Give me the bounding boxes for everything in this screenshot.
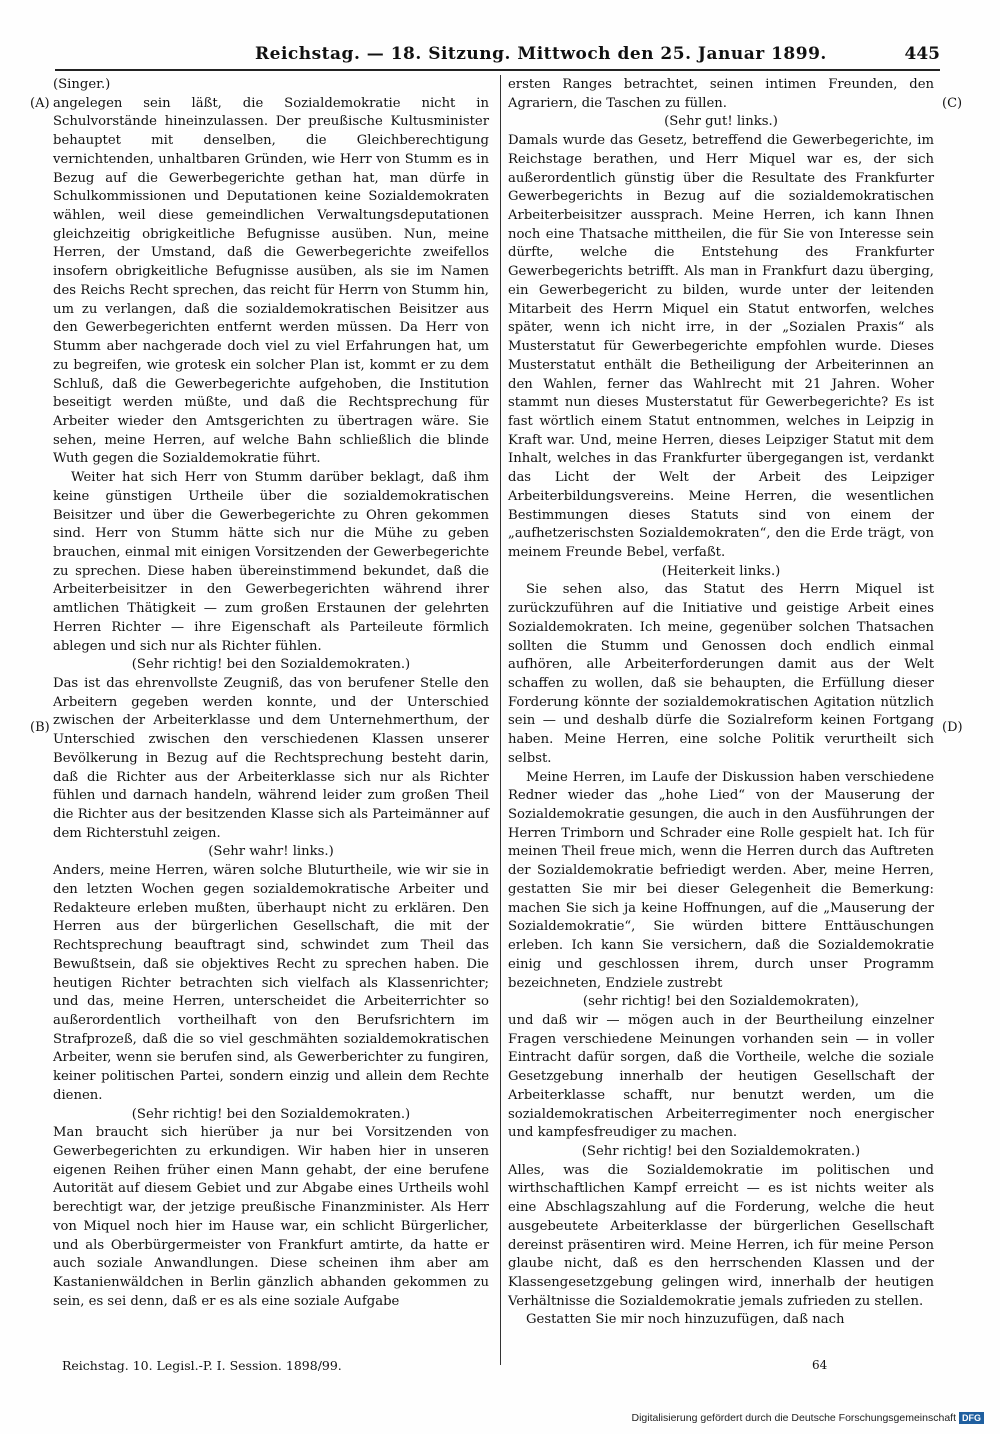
digitization-credit <box>631 1412 984 1424</box>
paragraph: Weiter hat sich Herr von Stumm darüber beklagt, daß ihm keine günstigen Urtheile über die sozialdemokratischen Beisitzer und über die Gewerbegerichte zu Ohren gekommen sind. Herr von Stumm hätte sich nur die Mühe zu geben brauchen, einmal mit einigen Vorsitzenden der Gewerbegerichte zu sprechen. Diese haben übereinstimmend bekundet, daß die Arbeiterbeisitzer in den Gewerbegerichten während ihrer amtlichen Thätigkeit — zum großen Erstaunen der gelehrten Herren Richter — ihre Eigenschaft als Parteileute förmlich ablegen und sich nur als Richter fühlen. <box>53 470 489 654</box>
margin-mark-d: (D) <box>942 720 963 735</box>
paragraph: Anders, meine Herren, wären solche Bluturtheile, wie wir sie in den letzten Wochen gegen sozialdemokratische Arbeiter und Redakteure erleben mußten, überhaupt nicht zu erklären. Den Herren aus der bürgerlichen Gesellschaft, die mit der Rechtsprechung beauftragt sind, schwindet zum Theil das Bewußtsein, daß sie objektives Recht zu sprechen haben. Die heutigen Richter betrachten sich vielfach als Klassenrichter; und das, meine Herren, unterscheidet die Arbeiterrichter so außerordentlich vortheilhaft von den Berufsrichtern im Strafprozeß, daß die so viel geschmähten sozialdemokratischen Arbeiter, wenn sie berufen sind, als Gewerberichter zu fungiren, keiner politischen Partei, sondern einzig und allein dem Rechte dienen. <box>53 863 489 1103</box>
paragraph: ersten Ranges betrachtet, seinen intimen Freunden, den Agrariern, die Taschen zu füllen. <box>508 77 934 111</box>
interjection: (Heiterkeit links.) <box>661 563 781 579</box>
interjection: (Sehr richtig! bei den Sozialdemokraten.) <box>581 1143 861 1159</box>
margin-mark-a: (A) <box>30 96 50 111</box>
paragraph: Sie sehen also, das Statut des Herrn Miquel ist zurückzuführen auf die Initiative und geistige Arbeit eines Sozialdemokraten. Ich meine, gegenüber solchen Thatsachen sollten die Stumm und Genossen doch endlich einmal aufhören, alle Arbeiterforderungen damit aus der Welt schaffen zu wollen, daß sie behaupten, die Erfüllung dieser Forderung könnte der sozialdemokratischen Agitation nützlich sein — und deshalb dürfe die Sozialreform keinen Fortgang haben. Meine Herren, eine solche Politik verurtheilt sich selbst. <box>508 582 934 766</box>
footer-session: Reichstag. 10. Legisl.-P. I. Session. 1898/99. <box>62 1358 342 1373</box>
digitization-credit-text: Digitalisierung gefördert durch die Deutsche Forschungsgemeinschaft <box>631 1412 956 1424</box>
paragraph: angelegen sein läßt, die Sozialdemokratie nicht in Schulvorstände hineinzulassen. Der preußische Kultusminister behauptet mit denselben, die Gleichberechtigung vernichtenden, unhaltbaren Gründen, wie Herr von Stumm es in Bezug auf die Gewerbegerichte gethan hat, man dürfe in Schulkommissionen und Deputationen keine Sozialdemokraten wählen, weil diese gemeindlichen Verwaltungsdeputationen gleichzeitig obrigkeitliche Befugnisse ausüben. Nun, meine Herren, der Umstand, daß die Gewerbegerichte zweifellos insofern obrigkeitliche Befugnisse ausüben, als sie im Namen des Reichs Recht sprechen, das reicht für Herrn von Stumm hin, um zu verlangen, daß die sozialdemokratischen Beisitzer aus den Gewerbegerichten entfernt werden müssen. Da Herr von Stumm aber nachgerade doch viel zu viel Erfahrungen hat, um zu begreifen, wie grotesk ein solcher Plan ist, kommt er zu dem Schluß, daß die Gewerbegerichte aufgehoben, die Institution beseitigt werden müßte, und daß die Rechtsprechung für Arbeiter wieder den Amtsgerichten zu übertragen wäre. Sie sehen, meine Herren, auf welche Bahn schließlich die blinde Wuth gegen die Sozialdemokratie führt. <box>53 95 489 467</box>
speaker-label: (Singer.) <box>53 77 111 92</box>
signature-number: 64 <box>812 1358 828 1372</box>
interjection: (Sehr richtig! bei den Sozialdemokraten.) <box>131 657 411 673</box>
interjection: (Sehr wahr! links.) <box>208 844 334 860</box>
interjection: (Sehr gut! links.) <box>664 114 778 130</box>
header-title: Reichstag. — 18. Sitzung. Mittwoch den 25. Januar 1899. <box>255 44 827 64</box>
page-header <box>55 44 940 68</box>
interjection: (sehr richtig! bei den Sozialdemokraten), <box>582 994 860 1010</box>
right-column <box>508 76 934 1330</box>
paragraph: Das ist das ehrenvollste Zeugniß, das von berufener Stelle den Arbeitern gegeben werden konnte, und der Unterschied zwischen der Arbeiterklasse und dem Unternehmerthum, der Unterschied zwischen den verschiedenen Klassen unserer Bevölkerung in Bezug auf die Rechtsprechung besteht darin, daß die Richter aus der Arbeiterklasse sich nur als Richter fühlen und darnach handeln, während leider zum großen Theil die Richter aus der besitzenden Klasse sich als Parteimänner auf dem Richterstuhl zeigen. <box>53 676 489 841</box>
paragraph: Alles, was die Sozialdemokratie im politischen und wirthschaftlichen Kampf erreicht — es ist nichts weiter als eine Abschlagszahlung auf die Forderung, welche die heut ausgebeutete Arbeiterklasse der bürgerlichen Gesellschaft dereinst präsentiren wird. Meine Herren, ich für meine Person glaube nicht, daß es den herrschenden Klassen und der Klassengesetzgebung gelingen wird, innerhalb der heutigen Verhältnisse die Sozialdemokratie jemals zufrieden zu stellen. <box>508 1162 934 1309</box>
page-number: 445 <box>904 44 940 64</box>
header-rule <box>55 69 940 71</box>
paragraph: und daß wir — mögen auch in der Beurtheilung einzelner Fragen verschiedene Meinungen vorhanden sein — in voller Eintracht dafür sorgen, daß die Vortheile, welche die soziale Gesetzgebung innerhalb der heutigen Gesellschaft der Arbeiterklasse schafft, nur benutzt werden, um die sozialdemokratischen Arbeiterregimenter noch energischer und kampfesfreudiger zu machen. <box>508 1012 934 1141</box>
paragraph: Man braucht sich hierüber ja nur bei Vorsitzenden von Gewerbegerichten zu erkundigen. Wir haben hier in unseren eigenen Reihen früher einen Mann gehabt, der eine berufene Autorität auf diesem Gebiet und zur Abgabe eines Urtheils wohl berechtigt war, der jetzige preußische Finanzminister. Als Herr von Miquel noch hier im Hause war, ein schlicht Bürgerlicher, und als Oberbürgermeister von Frankfurt amtirte, da hatte er auch soziale Anwandlungen. Diese scheinen ihm aber am Kastanienwäldchen in Berlin gänzlich abhanden gekommen zu sein, es sei denn, daß er es als eine soziale Aufgabe <box>53 1125 489 1309</box>
margin-mark-c: (C) <box>942 96 963 111</box>
paragraph: Gestatten Sie mir noch hinzuzufügen, daß nach <box>526 1312 845 1328</box>
interjection: (Sehr richtig! bei den Sozialdemokraten.) <box>131 1106 411 1122</box>
dfg-logo: DFG <box>959 1412 984 1424</box>
paragraph: Meine Herren, im Laufe der Diskussion haben verschiedene Redner wieder das „hohe Lied“ von der Mauserung der Sozialdemokratie gesungen, die auch in den Ausführungen der Herren Trimborn und Schrader eine Rolle gespielt hat. Ich für meinen Theil freue mich, wenn die Herren durch das Auftreten der Sozialdemokratie befriedigt werden. Aber, meine Herren, gestatten Sie mir bei dieser Gelegenheit die Bemerkung: machen Sie sich ja keine Hoffnungen, auf die „Mauserung der Sozialdemokratie“, Sie würden bittere Enttäuschungen erleben. Ich kann Sie versichern, daß die Sozialdemokratie einig und geschlossen ihrem, durch unser Programm bezeichneten, Endziele zustrebt <box>508 769 934 991</box>
left-column <box>53 76 489 1311</box>
paragraph: Damals wurde das Gesetz, betreffend die Gewerbegerichte, im Reichstage berathen, und Herr Miquel war es, der sich außerordentlich günstig über die Resultate des Frankfurter Gewerbegerichts in Bezug auf die sozialdemokratischen Arbeiterbeisitzer aussprach. Meine Herren, ich kann Ihnen noch eine Thatsache mittheilen, die für Sie von Interesse sein dürfte, welche die Entstehung des Frankfurter Gewerbegerichts betrifft. Als man in Frankfurt dazu überging, ein Gewerbegericht zu bilden, wurde unter der leitenden Mitarbeit des Herrn Miquel ein Statut entworfen, welches später, wenn ich nicht irre, in der „Sozialen Praxis“ als Musterstatut für Gewerbegerichte empfohlen wurde. Dieses Musterstatut enthält die Betheiligung der Arbeiterinnen an den Wahlen, ferner das Wahlrecht mit 21 Jahren. Woher stammt nun dieses Musterstatut für Gewerbegerichte? Es ist fast wörtlich einem Statut entnommen, welches in Leipzig in Kraft war. Und, meine Herren, dieses Leipziger Statut mit dem Inhalt, welches in das Frankfurter übergegangen ist, verdankt das Licht der Welt der Arbeit des Leipziger Arbeiterbildungsvereins. Meine Herren, die wesentlichen Bestimmungen dieses Statuts sind von einem der „aufhetzerischsten Sozialdemokraten“, den die Erde trägt, von meinem Freunde Bebel, verfaßt. <box>508 133 934 560</box>
margin-mark-b: (B) <box>30 720 50 735</box>
column-divider <box>500 75 501 1365</box>
